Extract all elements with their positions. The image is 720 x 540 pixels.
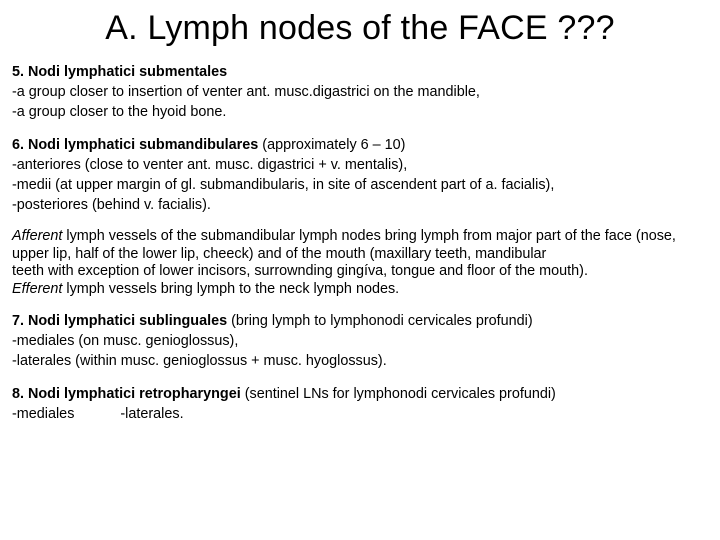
section-heading: 7. Nodi lymphatici sublinguales <box>12 313 228 329</box>
afferent-text <box>12 228 712 263</box>
laterales-text: -laterales. <box>120 406 184 422</box>
text-line: -anteriores (close to venter ant. musc. digastrici + v. mentalis), <box>12 157 408 173</box>
text-line: -a group closer to insertion of venter ant. musc.digastrici on the mandible, <box>12 84 480 100</box>
section-heading-line <box>12 384 712 404</box>
section-afferent-efferent <box>12 228 712 298</box>
text-line <box>12 404 712 424</box>
text-line: -medii (at upper margin of gl. submandibularis, in site of ascendent part of a. facialis), <box>12 177 555 193</box>
text-line: -posteriores (behind v. facialis). <box>12 197 211 213</box>
afferent-lead: Afferent <box>12 228 63 244</box>
heading-note: (approximately 6 – 10) <box>258 137 406 153</box>
text-line: -laterales (within musc. genioglossus + musc. hyoglossus). <box>12 353 387 369</box>
text-line: -mediales (on musc. genioglossus), <box>12 333 239 349</box>
heading-note: (sentinel LNs for lymphonodi cervicales profundi) <box>240 386 556 402</box>
section-heading-line <box>12 135 712 155</box>
page-title: A. Lymph nodes of the FACE ??? <box>105 9 615 47</box>
text-line: -a group closer to the hyoid bone. <box>12 104 227 120</box>
mediales-text: -mediales <box>12 406 75 422</box>
section-heading: 8. Nodi lymphatici retropharyngei <box>12 386 241 402</box>
section-retropharyngei <box>12 384 712 424</box>
efferent-text <box>12 281 712 299</box>
content-body <box>12 62 712 437</box>
section-heading: 5. Nodi lymphatici submentales <box>12 64 228 80</box>
heading-note: (bring lymph to lymphonodi cervicales profundi) <box>227 313 533 329</box>
section-sublinguales <box>12 311 712 371</box>
afferent-text-continued: teeth with exception of lower incisors, surrownding gingíva, tongue and floor of the mouth). <box>12 263 588 279</box>
section-heading: 6. Nodi lymphatici submandibulares <box>12 137 259 153</box>
section-heading-line <box>12 311 712 331</box>
section-submandibulares <box>12 135 712 215</box>
afferent-body: lymph vessels of the submandibular lymph nodes bring lymph from major part of the face (nose, upper lip, half of the lower lip, cheeck) and of the mouth (maxillary teeth, mandibular <box>12 228 676 262</box>
section-submentales <box>12 62 712 122</box>
efferent-lead: Efferent <box>12 280 63 297</box>
efferent-body: lymph vessels bring lymph to the neck lymph nodes. <box>62 280 400 297</box>
